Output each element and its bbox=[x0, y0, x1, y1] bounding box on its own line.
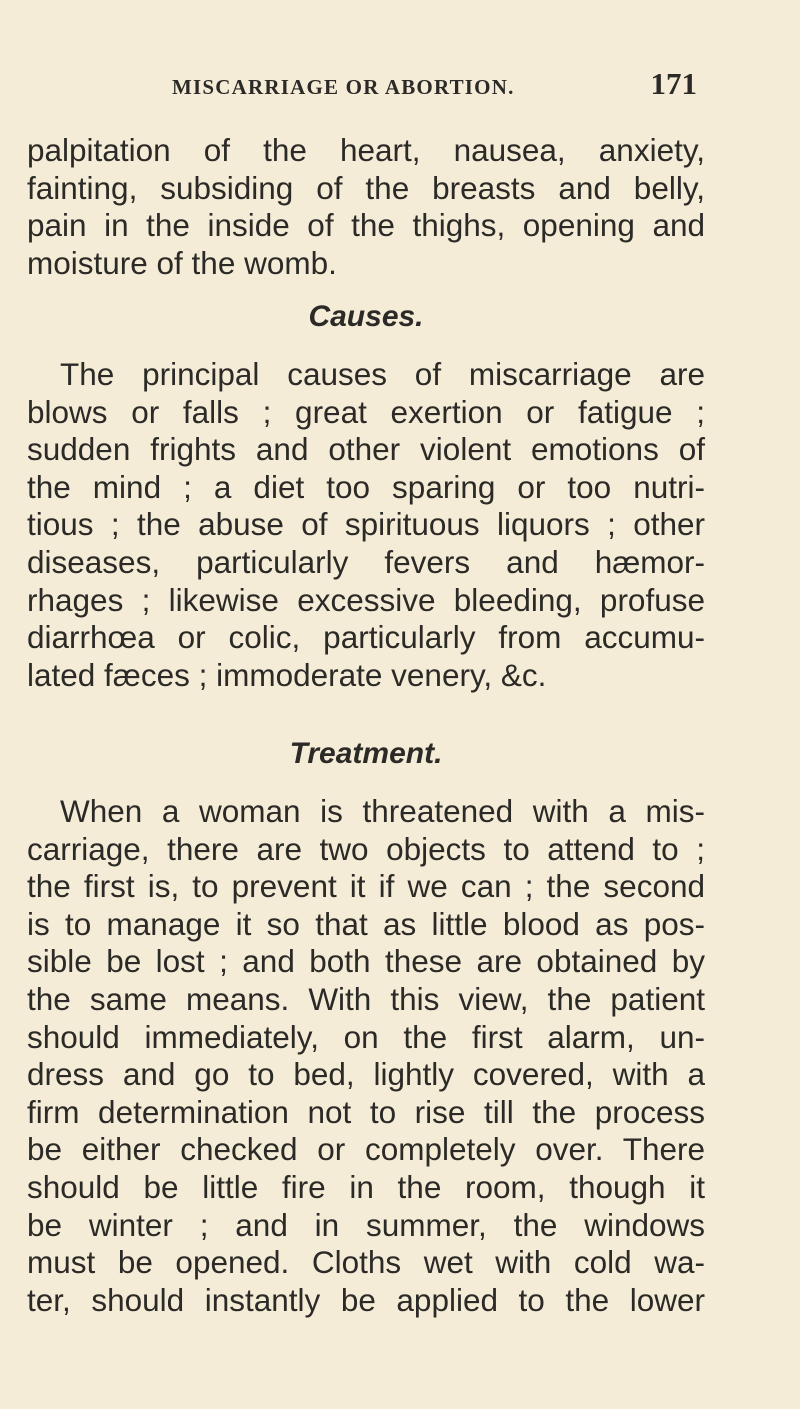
text-line: must be opened. Cloths wet with cold wa- bbox=[27, 1244, 705, 1281]
running-head bbox=[172, 66, 697, 106]
page-number: 171 bbox=[650, 66, 697, 101]
running-title: MISCARRIAGE OR ABORTION. bbox=[172, 75, 515, 99]
text-line: firm determination not to rise till the process bbox=[27, 1093, 705, 1130]
text-line: ter, should instantly be applied to the lower bbox=[27, 1281, 705, 1318]
text-line: sible be lost ; and both these are obtained by bbox=[27, 943, 705, 980]
text-line: be either checked or completely over. There bbox=[27, 1131, 705, 1168]
text-line: lated fæces ; immoderate venery, &c. bbox=[27, 656, 547, 693]
text-line: the mind ; a diet too sparing or too nutri- bbox=[27, 468, 705, 505]
text-line: the first is, to prevent it if we can ; the second bbox=[27, 868, 705, 905]
text-line: dress and go to bed, lightly covered, with a bbox=[27, 1056, 705, 1093]
text-line: blows or falls ; great exertion or fatigue ; bbox=[27, 393, 705, 430]
text-line: fainting, subsiding of the breasts and belly, bbox=[27, 169, 705, 206]
paragraph-symptoms bbox=[27, 132, 705, 282]
text-line: carriage, there are two objects to attend to ; bbox=[27, 830, 705, 867]
text-line: rhages ; likewise excessive bleeding, profuse bbox=[27, 581, 705, 618]
text-line: be winter ; and in summer, the windows bbox=[27, 1206, 705, 1243]
text-line: should immediately, on the first alarm, un- bbox=[27, 1018, 705, 1055]
text-line: diseases, particularly fevers and hæmor- bbox=[27, 543, 705, 580]
text-line: When a woman is threatened with a mis- bbox=[60, 793, 705, 829]
paragraph-causes bbox=[27, 356, 705, 694]
text-line: The principal causes of miscarriage are bbox=[60, 356, 705, 392]
text-line: palpitation of the heart, nausea, anxiety, bbox=[27, 132, 705, 168]
text-line: tious ; the abuse of spirituous liquors ; other bbox=[27, 506, 705, 543]
text-line: moisture of the womb. bbox=[27, 244, 337, 281]
text-line: is to manage it so that as little blood as pos- bbox=[27, 905, 705, 942]
text-line: pain in the inside of the thighs, opening and bbox=[27, 207, 705, 244]
text-line: sudden frights and other violent emotions of bbox=[27, 431, 705, 468]
text-line: diarrhœa or colic, particularly from accumu- bbox=[27, 619, 705, 656]
text-line: should be little fire in the room, though it bbox=[27, 1168, 705, 1205]
section-heading-causes: Causes. bbox=[308, 300, 424, 333]
text-line: the same means. With this view, the patient bbox=[27, 980, 705, 1017]
section-heading-treatment: Treatment. bbox=[289, 737, 443, 770]
paragraph-treatment bbox=[27, 793, 705, 1319]
